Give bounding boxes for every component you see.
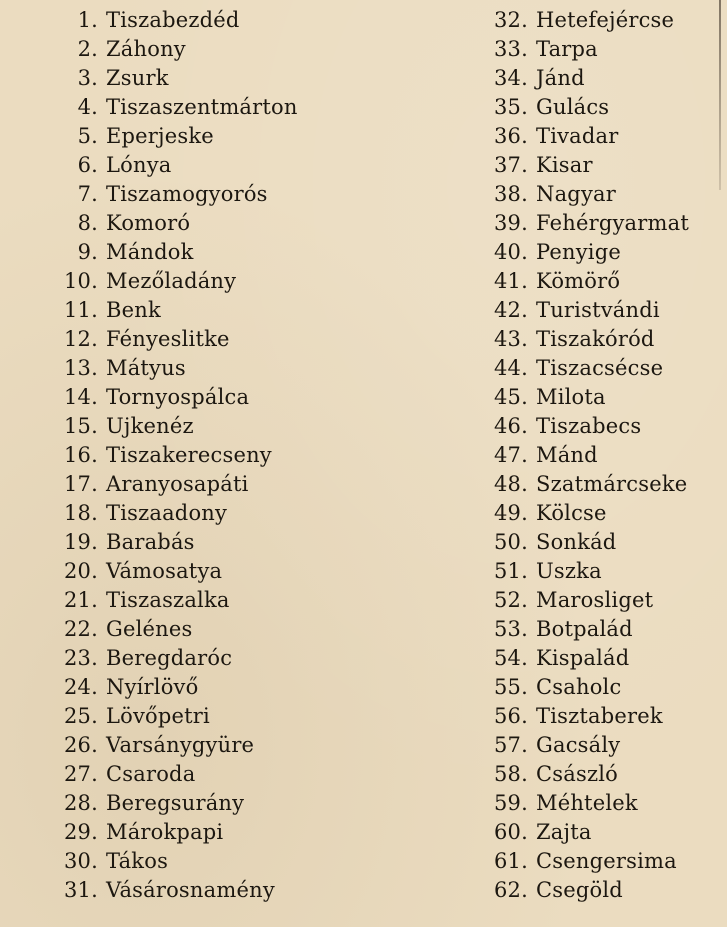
list-item <box>40 209 380 238</box>
village-name: Kisar <box>536 153 593 177</box>
village-name: Ujkenéz <box>106 414 194 438</box>
list-item <box>40 267 380 296</box>
list-item <box>478 499 723 528</box>
list-item <box>478 557 723 586</box>
village-name: Császló <box>536 762 618 786</box>
item-number: 45. <box>494 385 528 409</box>
village-name: Kölcse <box>536 501 607 525</box>
list-item <box>478 789 723 818</box>
item-number: 44. <box>494 356 528 380</box>
item-number: 32. <box>494 8 528 32</box>
list-item <box>40 557 380 586</box>
list-item <box>478 122 723 151</box>
list-item <box>40 151 380 180</box>
list-item <box>478 586 723 615</box>
item-number: 58. <box>494 762 528 786</box>
village-name: Uszka <box>536 559 602 583</box>
list-item <box>40 383 380 412</box>
item-number: 25. <box>64 704 98 728</box>
village-name: Gulács <box>536 95 610 119</box>
village-name: Tiszaadony <box>106 501 228 525</box>
list-item <box>40 35 380 64</box>
item-number: 14. <box>64 385 98 409</box>
item-number: 33. <box>494 37 528 61</box>
list-item <box>478 702 723 731</box>
village-name: Tiszakerecseny <box>106 443 272 467</box>
item-number: 62. <box>494 878 528 902</box>
item-number: 1. <box>77 8 98 32</box>
list-item <box>40 64 380 93</box>
list-item <box>40 238 380 267</box>
list-item <box>478 818 723 847</box>
village-name: Márokpapi <box>106 820 224 844</box>
item-number: 22. <box>64 617 98 641</box>
list-item <box>478 64 723 93</box>
list-item <box>478 93 723 122</box>
list-item <box>478 673 723 702</box>
item-number: 36. <box>494 124 528 148</box>
list-item <box>478 615 723 644</box>
village-name: Tiszakóród <box>536 327 655 351</box>
item-number: 54. <box>494 646 528 670</box>
item-number: 8. <box>77 211 98 235</box>
list-item <box>478 847 723 876</box>
item-number: 50. <box>494 530 528 554</box>
village-name: Komoró <box>106 211 191 235</box>
item-number: 18. <box>64 501 98 525</box>
village-name: Tákos <box>106 849 169 873</box>
list-item <box>40 412 380 441</box>
item-number: 4. <box>77 95 98 119</box>
list-item <box>40 122 380 151</box>
list-item <box>478 644 723 673</box>
list-item <box>478 470 723 499</box>
list-item <box>40 354 380 383</box>
list-item <box>40 789 380 818</box>
item-number: 40. <box>494 240 528 264</box>
list-item <box>40 325 380 354</box>
list-item <box>40 528 380 557</box>
village-name: Mánd <box>536 443 598 467</box>
list-item <box>478 296 723 325</box>
village-name: Csengersima <box>536 849 677 873</box>
village-name: Turistvándi <box>536 298 660 322</box>
list-item <box>40 180 380 209</box>
item-number: 46. <box>494 414 528 438</box>
item-number: 35. <box>494 95 528 119</box>
item-number: 37. <box>494 153 528 177</box>
village-name: Beregdaróc <box>106 646 233 670</box>
item-number: 24. <box>64 675 98 699</box>
item-number: 41. <box>494 269 528 293</box>
item-number: 49. <box>494 501 528 525</box>
item-number: 20. <box>64 559 98 583</box>
village-name: Mátyus <box>106 356 186 380</box>
list-item <box>40 470 380 499</box>
item-number: 28. <box>64 791 98 815</box>
item-number: 6. <box>77 153 98 177</box>
item-number: 15. <box>64 414 98 438</box>
village-name: Jánd <box>536 66 585 90</box>
village-name: Vásárosnamény <box>106 878 275 902</box>
village-name: Benk <box>106 298 161 322</box>
list-item <box>478 180 723 209</box>
item-number: 16. <box>64 443 98 467</box>
village-name: Tiszaszentmárton <box>106 95 298 119</box>
village-name: Tiszabezdéd <box>106 8 240 32</box>
list-item <box>40 93 380 122</box>
item-number: 7. <box>77 182 98 206</box>
village-name: Fehérgyarmat <box>536 211 689 235</box>
village-name: Zajta <box>536 820 592 844</box>
item-number: 55. <box>494 675 528 699</box>
village-name: Tiszaszalka <box>106 588 230 612</box>
village-name: Csaholc <box>536 675 622 699</box>
list-item <box>40 6 380 35</box>
village-name: Aranyosapáti <box>106 472 249 496</box>
village-name: Botpalád <box>536 617 633 641</box>
item-number: 17. <box>64 472 98 496</box>
village-name: Kispalád <box>536 646 630 670</box>
list-item <box>478 238 723 267</box>
village-name: Csegöld <box>536 878 623 902</box>
page-edge-mark <box>719 0 721 190</box>
item-number: 53. <box>494 617 528 641</box>
item-number: 9. <box>77 240 98 264</box>
item-number: 59. <box>494 791 528 815</box>
village-name: Zsurk <box>106 66 169 90</box>
item-number: 43. <box>494 327 528 351</box>
village-name: Kömörő <box>536 269 621 293</box>
village-name: Milota <box>536 385 606 409</box>
item-number: 11. <box>64 298 98 322</box>
village-list-left-column <box>40 6 380 905</box>
item-number: 23. <box>64 646 98 670</box>
village-name: Gelénes <box>106 617 193 641</box>
list-item <box>478 441 723 470</box>
item-number: 19. <box>64 530 98 554</box>
item-number: 31. <box>64 878 98 902</box>
village-name: Penyige <box>536 240 621 264</box>
village-name: Eperjeske <box>106 124 214 148</box>
item-number: 48. <box>494 472 528 496</box>
list-item <box>40 296 380 325</box>
village-name: Tisztaberek <box>536 704 663 728</box>
list-item <box>478 760 723 789</box>
item-number: 61. <box>494 849 528 873</box>
item-number: 12. <box>64 327 98 351</box>
village-name: Nagyar <box>536 182 616 206</box>
item-number: 51. <box>494 559 528 583</box>
village-name: Varsánygyüre <box>106 733 255 757</box>
item-number: 57. <box>494 733 528 757</box>
item-number: 47. <box>494 443 528 467</box>
village-name: Záhony <box>106 37 186 61</box>
item-number: 52. <box>494 588 528 612</box>
list-item <box>478 325 723 354</box>
item-number: 3. <box>77 66 98 90</box>
list-item <box>478 731 723 760</box>
item-number: 26. <box>64 733 98 757</box>
item-number: 30. <box>64 849 98 873</box>
item-number: 21. <box>64 588 98 612</box>
village-name: Vámosatya <box>106 559 223 583</box>
list-item <box>478 209 723 238</box>
village-name: Mezőladány <box>106 269 237 293</box>
item-number: 60. <box>494 820 528 844</box>
village-name: Tiszacsécse <box>536 356 664 380</box>
village-name: Sonkád <box>536 530 617 554</box>
item-number: 56. <box>494 704 528 728</box>
item-number: 27. <box>64 762 98 786</box>
village-name: Tiszabecs <box>536 414 642 438</box>
list-item <box>40 847 380 876</box>
village-name: Beregsurány <box>106 791 245 815</box>
village-name: Lónya <box>106 153 172 177</box>
village-name: Gacsály <box>536 733 621 757</box>
list-item <box>40 760 380 789</box>
item-number: 2. <box>77 37 98 61</box>
list-item <box>478 876 723 905</box>
item-number: 13. <box>64 356 98 380</box>
list-item <box>478 35 723 64</box>
item-number: 38. <box>494 182 528 206</box>
list-item <box>478 383 723 412</box>
village-name: Barabás <box>106 530 195 554</box>
village-name: Mándok <box>106 240 194 264</box>
village-name: Tiszamogyorós <box>106 182 268 206</box>
list-item <box>40 499 380 528</box>
list-item <box>40 731 380 760</box>
list-item <box>40 644 380 673</box>
village-name: Fényeslitke <box>106 327 230 351</box>
item-number: 42. <box>494 298 528 322</box>
list-item <box>478 528 723 557</box>
village-name: Tornyospálca <box>106 385 250 409</box>
list-item <box>40 586 380 615</box>
village-name: Csaroda <box>106 762 196 786</box>
item-number: 5. <box>77 124 98 148</box>
list-item <box>478 267 723 296</box>
item-number: 29. <box>64 820 98 844</box>
village-list-right-column <box>478 6 723 905</box>
village-name: Tivadar <box>536 124 619 148</box>
village-name: Tarpa <box>536 37 598 61</box>
item-number: 10. <box>64 269 98 293</box>
list-item <box>478 151 723 180</box>
village-name: Hetefejércse <box>536 8 675 32</box>
list-item <box>40 702 380 731</box>
village-name: Lövőpetri <box>106 704 210 728</box>
village-name: Nyírlövő <box>106 675 199 699</box>
list-item <box>40 876 380 905</box>
item-number: 39. <box>494 211 528 235</box>
item-number: 34. <box>494 66 528 90</box>
list-item <box>478 354 723 383</box>
list-item <box>478 412 723 441</box>
list-item <box>40 818 380 847</box>
village-name: Marosliget <box>536 588 654 612</box>
list-item <box>40 441 380 470</box>
village-name: Szatmárcseke <box>536 472 688 496</box>
list-item <box>478 6 723 35</box>
list-item <box>40 615 380 644</box>
village-name: Méhtelek <box>536 791 638 815</box>
list-item <box>40 673 380 702</box>
